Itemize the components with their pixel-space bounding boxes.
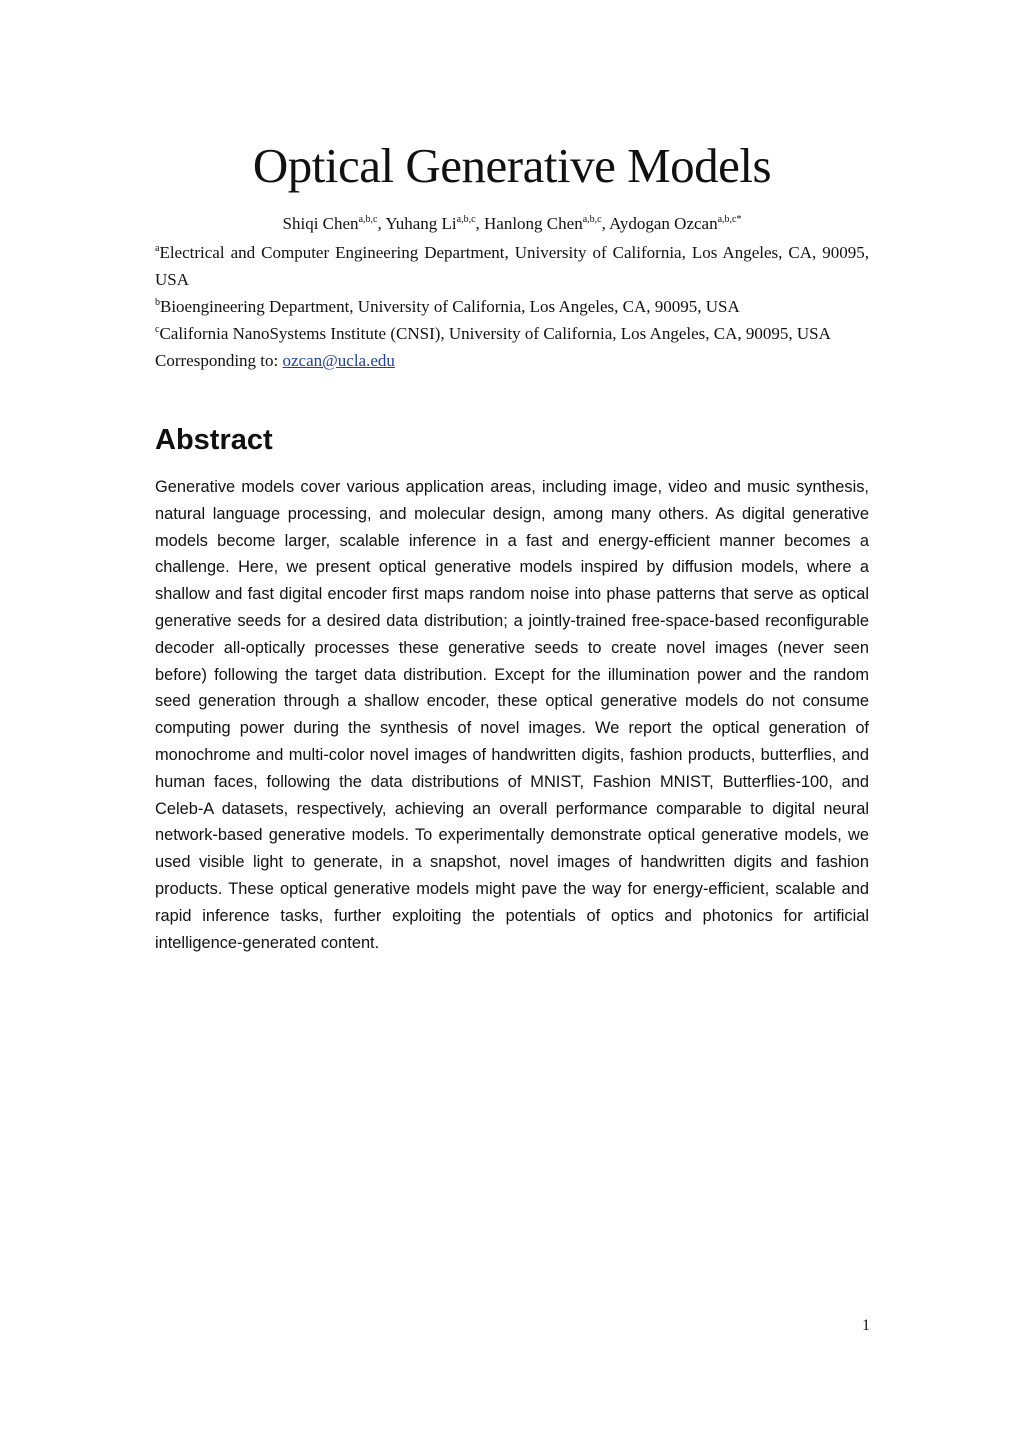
correspondence-label: Corresponding to:	[155, 351, 283, 370]
affiliation-mark: b	[155, 297, 160, 308]
affiliation-block	[155, 239, 869, 374]
author-affiliation-mark: a,b,c	[456, 214, 476, 225]
affiliation-c	[155, 320, 869, 347]
author-name: Hanlong Chen	[484, 214, 583, 233]
author-separator: ,	[601, 214, 610, 233]
email-link[interactable]: ozcan@ucla.edu	[282, 351, 395, 370]
author-affiliation-mark: a,b,c	[582, 214, 602, 225]
author-separator: ,	[475, 214, 485, 233]
affiliation-b	[155, 293, 869, 320]
affiliation-mark: c	[155, 324, 160, 335]
author-1	[283, 214, 386, 233]
affiliation-text: Electrical and Computer Engineering Department, University of California, Los Angeles, CA, 90095, USA	[155, 243, 869, 289]
affiliation-mark: a	[155, 243, 160, 254]
abstract-heading: Abstract	[155, 424, 273, 456]
author-affiliation-mark: a,b,c*	[717, 214, 742, 225]
author-name: Yuhang Li	[385, 214, 457, 233]
author-list	[0, 212, 1024, 236]
affiliation-text: Bioengineering Department, University of California, Los Angeles, CA, 90095, USA	[160, 297, 740, 316]
abstract-body: Generative models cover various application areas, including image, video and music synthesis, natural language processing, and molecular design, among many others. As digital generative models become larger, scalable inference in a fast and energy-efficient manner becomes a challenge. Here, we present optical generative models inspired by diffusion models, where a shallow and fast digital encoder first maps random noise into phase patterns that serve as optical generative seeds for a desired data distribution; a jointly-trained free-space-based reconfigurable decoder all-optically processes these generative seeds to create novel images (never seen before) following the target data distribution. Except for the illumination power and the random seed generation through a shallow encoder, these optical generative models do not consume computing power during the synthesis of novel images. We report the optical generation of monochrome and multi-color novel images of handwritten digits, fashion products, butterflies, and human faces, following the data distributions of MNIST, Fashion MNIST, Butterflies-100, and Celeb-A datasets, respectively, achieving an overall performance comparable to digital neural network-based generative models. To experimentally demonstrate optical generative models, we used visible light to generate, in a snapshot, novel images of handwritten digits and fashion products. These optical generative models might pave the way for energy-efficient, scalable and rapid inference tasks, further exploiting the potentials of optics and photonics for artificial intelligence-generated content.	[155, 478, 869, 952]
author-affiliation-mark: a,b,c	[358, 214, 378, 225]
author-3	[484, 214, 609, 233]
author-2	[385, 214, 484, 233]
correspondence-line	[155, 347, 869, 374]
author-name: Shiqi Chen	[282, 214, 359, 233]
page-number: 1	[862, 1317, 870, 1334]
author-name: Aydogan Ozcan	[609, 214, 718, 233]
affiliation-text: California NanoSystems Institute (CNSI), University of California, Los Angeles, CA, 90095, USA	[159, 324, 831, 343]
paper-title: Optical Generative Models	[252, 138, 772, 193]
affiliation-a	[155, 239, 869, 293]
author-4	[609, 214, 741, 233]
author-separator: ,	[377, 214, 386, 233]
